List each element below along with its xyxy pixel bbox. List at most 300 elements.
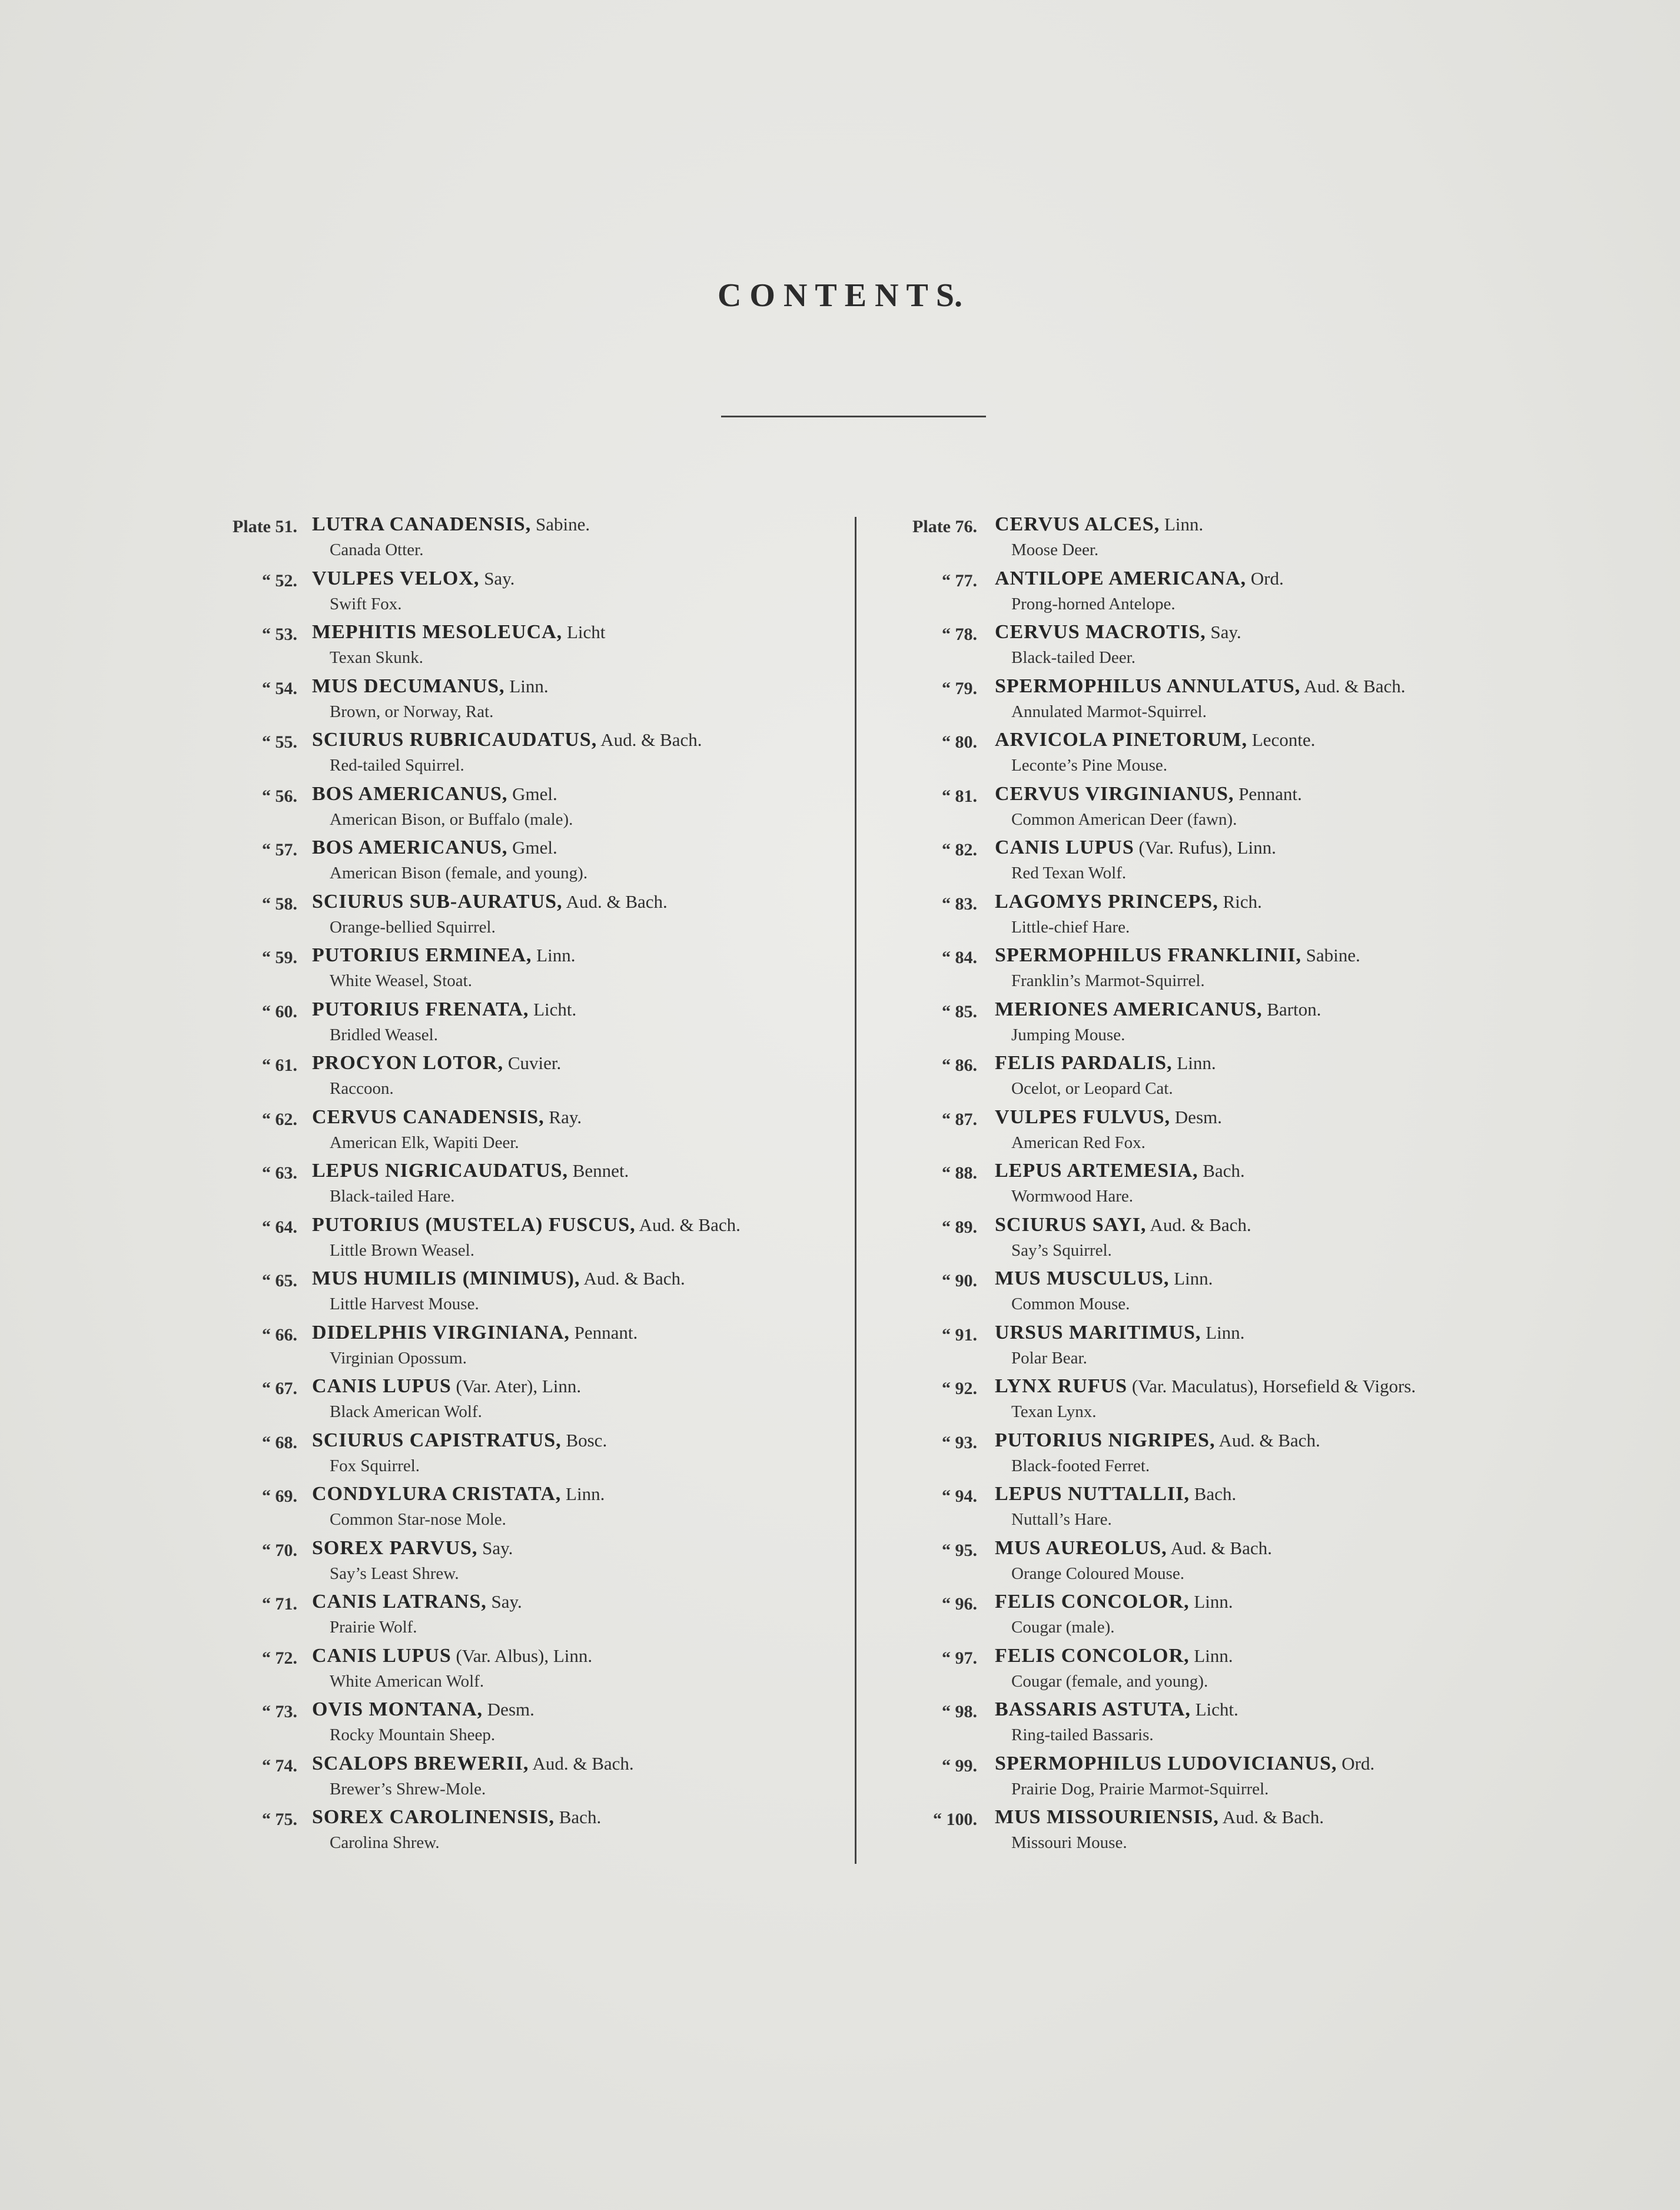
scientific-name: MUS HUMILIS (MINIMUS), — [312, 1267, 580, 1289]
common-name: Little-chief Hare. — [1011, 917, 1130, 937]
common-name: Texan Skunk. — [330, 648, 424, 667]
species-name — [312, 1322, 638, 1344]
contents-entry — [889, 998, 1542, 1053]
plate-number: “ 100. — [933, 1810, 977, 1829]
contents-entry — [209, 1645, 845, 1699]
common-name: Orange Coloured Mouse. — [1011, 1564, 1184, 1583]
scientific-name: CANIS LUPUS — [312, 1375, 451, 1397]
common-name: Red-tailed Squirrel. — [330, 756, 464, 775]
scientific-name: CERVUS ALCES, — [995, 513, 1160, 535]
plate-number: “ 90. — [942, 1271, 977, 1290]
contents-entry — [209, 1591, 845, 1645]
contents-entry — [209, 1322, 845, 1376]
species-name — [995, 998, 1321, 1021]
scientific-name: FELIS PARDALIS, — [995, 1052, 1173, 1074]
plate-number: “ 55. — [262, 732, 297, 752]
scientific-name: PUTORIUS FRENATA, — [312, 998, 529, 1020]
plate-number: “ 74. — [262, 1756, 297, 1776]
scientific-name: PUTORIUS ERMINEA, — [312, 944, 532, 966]
plate-number: “ 78. — [942, 625, 977, 644]
contents-entry — [209, 1698, 845, 1753]
species-authority: Desm. — [1170, 1106, 1222, 1127]
common-name: Common American Deer (fawn). — [1011, 809, 1237, 829]
scientific-name: LEPUS ARTEMESIA, — [995, 1160, 1198, 1182]
scientific-name: BOS AMERICANUS, — [312, 782, 508, 805]
plate-number: “ 81. — [942, 786, 977, 806]
common-name: Brown, or Norway, Rat. — [330, 702, 494, 721]
plate-number: “ 92. — [942, 1379, 977, 1398]
contents-entry — [209, 1483, 845, 1537]
plate-number: “ 85. — [942, 1001, 977, 1021]
contents-left-column — [209, 513, 845, 1860]
plate-number: “ 89. — [942, 1217, 977, 1237]
species-authority: Ord. — [1246, 568, 1284, 589]
common-name: Brewer’s Shrew-Mole. — [330, 1779, 486, 1798]
contents-entry — [209, 944, 845, 998]
common-name: American Bison, or Buffalo (male). — [330, 809, 573, 829]
common-name: Polar Bear. — [1011, 1348, 1087, 1368]
species-name — [312, 1806, 601, 1829]
scientific-name: MUS AUREOLUS, — [995, 1537, 1167, 1559]
species-authority: Bach. — [1198, 1160, 1245, 1181]
scientific-name: MEPHITIS MESOLEUCA, — [312, 621, 563, 643]
species-authority: Aud. & Bach. — [580, 1268, 685, 1289]
species-authority: Say. — [1206, 622, 1241, 642]
common-name: Red Texan Wolf. — [1011, 864, 1127, 882]
common-name: White Weasel, Stoat. — [330, 971, 472, 990]
plate-number: “ 72. — [262, 1648, 297, 1668]
species-name — [312, 675, 549, 698]
scientific-name: LUTRA CANADENSIS, — [312, 513, 532, 535]
contents-entry — [889, 1591, 1542, 1645]
contents-entry — [889, 1537, 1542, 1591]
scientific-name: CANIS LUPUS — [312, 1644, 451, 1667]
species-authority: Aud. & Bach. — [597, 729, 702, 750]
species-name — [312, 1429, 607, 1452]
species-name — [312, 891, 668, 913]
species-authority: Aud. & Bach. — [1167, 1537, 1272, 1558]
scientific-name: LEPUS NUTTALLII, — [995, 1483, 1190, 1505]
scientific-name: MUS MUSCULUS, — [995, 1267, 1170, 1289]
scientific-name: SCIURUS RUBRICAUDATUS, — [312, 729, 597, 751]
species-authority: (Var. Ater), Linn. — [451, 1376, 582, 1396]
contents-entry — [209, 1214, 845, 1268]
scientific-name: CONDYLURA CRISTATA, — [312, 1483, 562, 1505]
plate-number: “ 71. — [262, 1594, 297, 1614]
species-authority: Aud. & Bach. — [562, 891, 668, 912]
plate-number: Plate 51. — [233, 517, 297, 536]
species-name — [312, 729, 702, 751]
common-name: Prairie Dog, Prairie Marmot-Squirrel. — [1011, 1779, 1269, 1798]
common-name: Missouri Mouse. — [1011, 1833, 1127, 1852]
plate-number: “ 97. — [942, 1648, 977, 1668]
scientific-name: BOS AMERICANUS, — [312, 837, 508, 858]
species-name — [995, 1214, 1251, 1236]
plate-number: “ 64. — [262, 1217, 297, 1237]
plate-number: “ 80. — [942, 732, 977, 752]
common-name: Ring-tailed Bassaris. — [1011, 1725, 1154, 1744]
common-name: Nuttall’s Hare. — [1011, 1510, 1112, 1529]
common-name: Bridled Weasel. — [330, 1025, 438, 1044]
plate-number: “ 52. — [262, 570, 297, 590]
common-name: Little Harvest Mouse. — [330, 1295, 479, 1313]
common-name: Orange-bellied Squirrel. — [330, 917, 496, 937]
scientific-name: VULPES FULVUS, — [995, 1106, 1171, 1128]
species-authority: Sabine. — [531, 514, 590, 535]
contents-entry — [889, 1375, 1542, 1429]
plate-number: “ 73. — [262, 1702, 297, 1721]
species-name — [312, 1267, 685, 1290]
species-name — [312, 1052, 561, 1074]
species-name — [995, 1106, 1222, 1129]
contents-entry — [889, 568, 1542, 622]
contents-entry — [889, 1052, 1542, 1106]
contents-entry — [889, 783, 1542, 837]
species-name — [312, 783, 557, 805]
species-authority: Barton. — [1262, 998, 1322, 1020]
contents-entry — [209, 891, 845, 945]
species-authority: Aud. & Bach. — [1146, 1214, 1251, 1235]
scientific-name: SPERMOPHILUS ANNULATUS, — [995, 675, 1301, 697]
species-name — [312, 513, 590, 536]
plate-number: “ 96. — [942, 1594, 977, 1614]
page-title: C O N T E N T S. — [717, 277, 963, 314]
species-name — [995, 944, 1360, 967]
contents-entry — [209, 729, 845, 783]
plate-number: “ 60. — [262, 1001, 297, 1021]
contents-entry — [209, 998, 845, 1053]
plate-number: “ 75. — [262, 1810, 297, 1829]
contents-entry — [209, 1537, 845, 1591]
species-authority: Desm. — [483, 1699, 534, 1720]
species-name — [995, 1429, 1320, 1452]
common-name: Ocelot, or Leopard Cat. — [1011, 1079, 1173, 1098]
contents-entry — [889, 1267, 1542, 1322]
species-name — [995, 1806, 1324, 1829]
species-authority: Rich. — [1218, 891, 1262, 912]
contents-entry — [209, 1375, 845, 1429]
scientific-name: LEPUS NIGRICAUDATUS, — [312, 1160, 568, 1182]
common-name: Virginian Opossum. — [330, 1348, 467, 1368]
species-authority: Gmel. — [507, 837, 557, 858]
plate-number: “ 98. — [942, 1702, 977, 1721]
species-authority: Linn. — [561, 1484, 605, 1504]
species-authority: Aud. & Bach. — [1215, 1429, 1320, 1451]
species-authority: Licht. — [1190, 1699, 1239, 1720]
contents-entry — [889, 1753, 1542, 1807]
species-name — [995, 1267, 1213, 1290]
species-name — [312, 1160, 629, 1182]
contents-entry — [889, 1214, 1542, 1268]
plate-number: “ 66. — [262, 1325, 297, 1345]
contents-entry — [889, 675, 1542, 729]
contents-entry — [209, 1806, 845, 1860]
plate-number: “ 65. — [262, 1271, 297, 1290]
species-name — [995, 513, 1203, 536]
common-name: Raccoon. — [330, 1079, 394, 1098]
common-name: Wormwood Hare. — [1011, 1187, 1134, 1206]
contents-entry — [209, 1052, 845, 1106]
species-name — [995, 621, 1241, 643]
contents-right-column — [889, 513, 1542, 1860]
common-name: Common Mouse. — [1011, 1295, 1130, 1313]
scientific-name: SOREX PARVUS, — [312, 1537, 478, 1559]
contents-entry — [889, 1106, 1542, 1160]
scientific-name: CERVUS VIRGINIANUS, — [995, 782, 1234, 805]
contents-entry — [209, 1106, 845, 1160]
species-name — [312, 1483, 605, 1505]
species-name — [995, 891, 1262, 913]
plate-number: “ 70. — [262, 1540, 297, 1560]
species-name — [312, 1645, 592, 1667]
species-name — [995, 837, 1276, 859]
common-name: Canada Otter. — [330, 540, 424, 559]
contents-entry — [889, 1645, 1542, 1699]
common-name: White American Wolf. — [330, 1671, 484, 1691]
common-name: Black-tailed Hare. — [330, 1187, 455, 1206]
species-name — [995, 1645, 1233, 1667]
common-name: Rocky Mountain Sheep. — [330, 1725, 496, 1744]
species-authority: Pennant. — [1234, 783, 1302, 804]
common-name: Carolina Shrew. — [330, 1833, 440, 1852]
scientific-name: VULPES VELOX, — [312, 567, 480, 589]
species-name — [312, 1698, 534, 1721]
scientific-name: DIDELPHIS VIRGINIANA, — [312, 1321, 570, 1343]
species-authority: (Var. Albus), Linn. — [451, 1645, 593, 1666]
contents-entry — [889, 621, 1542, 675]
species-name — [995, 729, 1315, 751]
contents-entry — [889, 1429, 1542, 1484]
species-authority: Aud. & Bach. — [1219, 1807, 1324, 1827]
plate-number: “ 53. — [262, 625, 297, 644]
common-name: Fox Squirrel. — [330, 1456, 420, 1475]
species-authority: Aud. & Bach. — [529, 1753, 634, 1774]
plate-number: “ 62. — [262, 1109, 297, 1129]
species-authority: Cuvier. — [503, 1053, 562, 1073]
species-name — [995, 1052, 1216, 1074]
species-name — [312, 1753, 634, 1775]
scientific-name: PUTORIUS NIGRIPES, — [995, 1429, 1216, 1451]
contents-entry — [889, 1483, 1542, 1537]
species-authority: Linn. — [1169, 1268, 1213, 1289]
common-name: Franklin’s Marmot-Squirrel. — [1011, 971, 1205, 990]
common-name: Cougar (female, and young). — [1011, 1671, 1208, 1691]
species-name — [995, 675, 1405, 698]
contents-entry — [209, 837, 845, 891]
species-authority: Linn. — [532, 945, 576, 965]
species-name — [995, 1698, 1239, 1721]
species-authority: Linn. — [1172, 1053, 1216, 1073]
scientific-name: LYNX RUFUS — [995, 1375, 1128, 1397]
species-name — [995, 1483, 1236, 1505]
plate-number: “ 69. — [262, 1486, 297, 1506]
species-name — [995, 1753, 1374, 1775]
plate-number: “ 61. — [262, 1056, 297, 1075]
scientific-name: SCIURUS SAYI, — [995, 1213, 1147, 1236]
common-name: Common Star-nose Mole. — [330, 1510, 506, 1529]
species-authority: Ray. — [544, 1106, 582, 1127]
common-name: American Bison (female, and young). — [330, 864, 588, 882]
species-authority: Bennet. — [568, 1160, 629, 1181]
column-divider — [855, 517, 856, 1864]
species-name — [312, 1375, 581, 1398]
species-authority: Gmel. — [507, 783, 557, 804]
contents-entry — [209, 1429, 845, 1484]
plate-number: “ 87. — [942, 1109, 977, 1129]
species-authority: Licht. — [529, 998, 577, 1020]
scientific-name: LAGOMYS PRINCEPS, — [995, 890, 1219, 912]
scientific-name: MUS MISSOURIENSIS, — [995, 1806, 1219, 1828]
species-authority: Say. — [486, 1591, 522, 1612]
common-name: American Red Fox. — [1011, 1133, 1146, 1152]
species-authority: Leconte. — [1247, 729, 1316, 750]
species-name — [995, 1322, 1244, 1344]
common-name: Texan Lynx. — [1011, 1402, 1097, 1421]
species-authority: Ord. — [1337, 1753, 1375, 1774]
scientific-name: ANTILOPE AMERICANA, — [995, 567, 1247, 589]
plate-number: “ 88. — [942, 1163, 977, 1183]
species-name — [995, 1160, 1245, 1182]
common-name: Jumping Mouse. — [1011, 1025, 1125, 1044]
common-name: Leconte’s Pine Mouse. — [1011, 756, 1167, 775]
species-name — [312, 998, 576, 1021]
species-authority: Linn. — [1189, 1591, 1233, 1612]
contents-entry — [209, 513, 845, 568]
common-name: Cougar (male). — [1011, 1618, 1115, 1637]
species-authority: Sabine. — [1301, 945, 1360, 965]
scientific-name: MUS DECUMANUS, — [312, 675, 505, 697]
contents-entry — [889, 1160, 1542, 1214]
plate-number: “ 91. — [942, 1325, 977, 1345]
scientific-name: CERVUS MACROTIS, — [995, 621, 1206, 643]
contents-entry — [889, 891, 1542, 945]
species-name — [312, 837, 557, 859]
common-name: Black-tailed Deer. — [1011, 648, 1136, 667]
scientific-name: CANIS LUPUS — [995, 837, 1134, 858]
scientific-name: PUTORIUS (MUSTELA) FUSCUS, — [312, 1213, 636, 1236]
common-name: Say’s Least Shrew. — [330, 1564, 459, 1583]
species-name — [312, 1591, 522, 1613]
contents-entry — [889, 513, 1542, 568]
species-authority: Bach. — [1189, 1484, 1237, 1504]
species-name — [312, 944, 575, 967]
contents-entry — [889, 1698, 1542, 1753]
scientific-name: FELIS CONCOLOR, — [995, 1644, 1190, 1667]
scientific-name: SPERMOPHILUS LUDOVICIANUS, — [995, 1752, 1337, 1774]
plate-number: “ 99. — [942, 1756, 977, 1776]
common-name: Say’s Squirrel. — [1011, 1240, 1112, 1260]
plate-number: “ 83. — [942, 894, 977, 914]
species-name — [312, 1214, 741, 1236]
species-name — [312, 1106, 582, 1129]
plate-number: “ 56. — [262, 786, 297, 806]
plate-number: “ 79. — [942, 678, 977, 698]
species-authority: Pennant. — [569, 1322, 638, 1343]
common-name: Annulated Marmot-Squirrel. — [1011, 702, 1207, 721]
plate-number: “ 67. — [262, 1379, 297, 1398]
scientific-name: SCALOPS BREWERII, — [312, 1752, 529, 1774]
plate-number: “ 58. — [262, 894, 297, 914]
plate-number: “ 68. — [262, 1432, 297, 1452]
contents-entry — [889, 1806, 1542, 1860]
species-authority: Aud. & Bach. — [635, 1214, 741, 1235]
species-authority: Say. — [479, 568, 515, 589]
species-authority: Aud. & Bach. — [1300, 675, 1406, 696]
species-authority: Linn. — [1189, 1645, 1233, 1666]
contents-entry — [209, 1753, 845, 1807]
title-rule — [721, 416, 986, 417]
contents-entry — [889, 729, 1542, 783]
species-authority: Bach. — [555, 1807, 602, 1827]
species-name — [312, 621, 605, 643]
scientific-name: BASSARIS ASTUTA, — [995, 1698, 1191, 1720]
plate-number: “ 57. — [262, 840, 297, 860]
species-authority: Linn. — [504, 675, 549, 696]
scientific-name: SOREX CAROLINENSIS, — [312, 1806, 555, 1828]
scientific-name: PROCYON LOTOR, — [312, 1052, 504, 1074]
species-authority: Say. — [477, 1537, 513, 1558]
contents-entry — [209, 621, 845, 675]
contents-entry — [889, 837, 1542, 891]
common-name: Swift Fox. — [330, 594, 402, 613]
species-name — [995, 1375, 1416, 1398]
scientific-name: OVIS MONTANA, — [312, 1698, 483, 1720]
contents-entry — [889, 1322, 1542, 1376]
species-authority: Bosc. — [561, 1429, 607, 1451]
plate-number: “ 86. — [942, 1056, 977, 1075]
scientific-name: SCIURUS SUB-AURATUS, — [312, 890, 563, 912]
contents-entry — [209, 1160, 845, 1214]
species-name — [995, 783, 1302, 805]
scientific-name: CANIS LATRANS, — [312, 1591, 487, 1612]
plate-number: “ 82. — [942, 840, 977, 860]
species-authority: Licht — [562, 622, 606, 642]
common-name: American Elk, Wapiti Deer. — [330, 1133, 519, 1152]
species-authority: Linn. — [1160, 514, 1204, 535]
common-name: Prairie Wolf. — [330, 1618, 417, 1637]
common-name: Moose Deer. — [1011, 540, 1099, 559]
species-name — [995, 1537, 1272, 1559]
plate-number: “ 63. — [262, 1163, 297, 1183]
species-name — [312, 1537, 513, 1559]
scientific-name: MERIONES AMERICANUS, — [995, 998, 1263, 1020]
scientific-name: SCIURUS CAPISTRATUS, — [312, 1429, 562, 1451]
contents-entry — [209, 675, 845, 729]
scientific-name: CERVUS CANADENSIS, — [312, 1106, 544, 1128]
scientific-name: FELIS CONCOLOR, — [995, 1591, 1190, 1612]
contents-entry — [209, 1267, 845, 1322]
plate-number: “ 94. — [942, 1486, 977, 1506]
common-name: Prong-horned Antelope. — [1011, 594, 1176, 613]
common-name: Black-footed Ferret. — [1011, 1456, 1150, 1475]
common-name: Black American Wolf. — [330, 1402, 482, 1421]
contents-entry — [209, 568, 845, 622]
scientific-name: SPERMOPHILUS FRANKLINII, — [995, 944, 1301, 966]
scientific-name: URSUS MARITIMUS, — [995, 1321, 1201, 1343]
scientific-name: ARVICOLA PINETORUM, — [995, 729, 1247, 751]
species-name — [995, 1591, 1233, 1613]
contents-entry — [209, 783, 845, 837]
species-name — [312, 568, 514, 590]
species-name — [995, 568, 1284, 590]
contents-entry — [889, 944, 1542, 998]
plate-number: “ 84. — [942, 948, 977, 967]
species-authority: (Var. Rufus), Linn. — [1134, 837, 1276, 858]
species-authority: (Var. Maculatus), Horsefield & Vigors. — [1127, 1376, 1416, 1396]
plate-number: Plate 76. — [912, 517, 977, 536]
plate-number: “ 59. — [262, 948, 297, 967]
plate-number: “ 77. — [942, 570, 977, 590]
